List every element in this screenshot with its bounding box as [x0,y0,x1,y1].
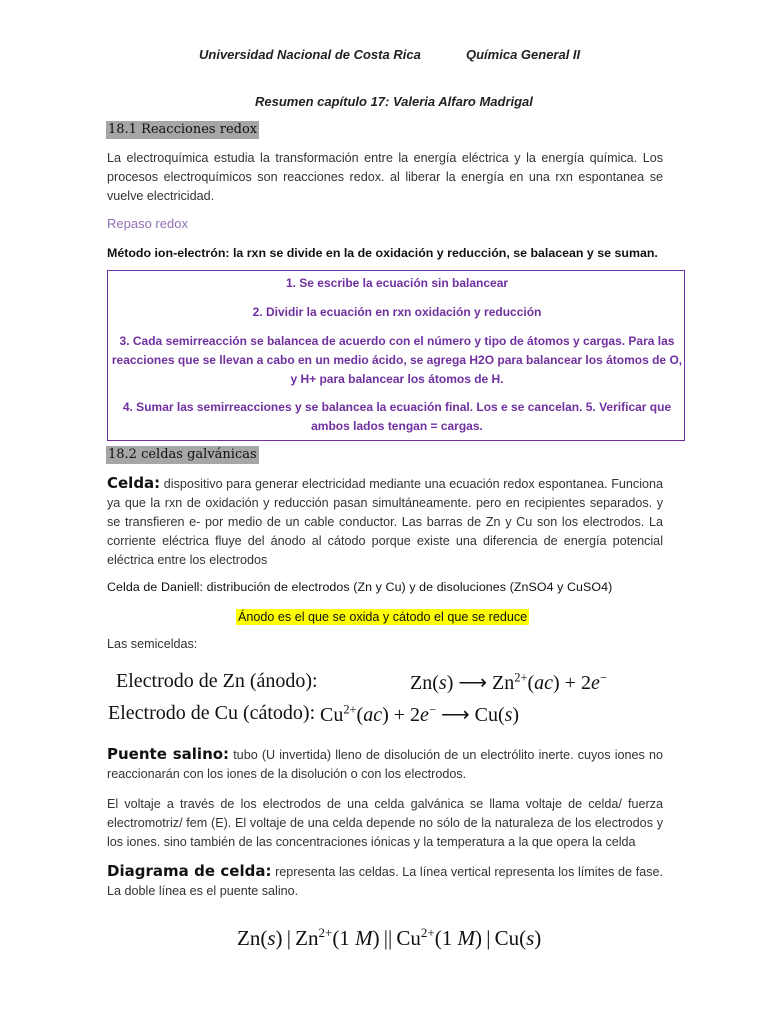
step-2: 2. Dividir la ecuación en rxn oxidación y reducción [252,305,542,319]
section-heading-redox: 18.1 Reacciones redox [108,122,258,137]
step-3-line-1: 3. Cada semirreacción se balancea de acuerdo con el número y tipo de átomos y cargas. Para las [119,334,675,348]
puente-term: Puente salino: [107,745,230,763]
cu-half-reaction: $Cu^{2+}(ac) + 2e^-$ ⟶ Cu(s) [320,702,520,726]
university-name: Universidad Nacional de Costa Rica [199,47,421,62]
step-3-line-2: reacciones que se llevan a cabo en un medio ácido, se agrega H2O para balancear los átomos de O, [111,353,683,367]
step-4-line-2: ambos lados tengan = cargas. [311,419,483,433]
intro-paragraph: La electroquímica estudia la transformación entre la energía eléctrica y la energía química. Los procesos electroquímicos son reacciones redox. al liberar la energía en una rxn espontanea se vuelve electricidad. [107,151,663,203]
diagrama-definition: representa las celdas. La línea vertical representa los límites de fase. La doble línea es el puente salino. [107,865,663,898]
method-statement: Método ion-electrón: la rxn se divide en la de oxidación y reducción, se balacean y se suman. [107,246,658,260]
subheading-repaso: Repaso redox [107,216,188,231]
celda-definition: dispositivo para generar electricidad mediante una ecuación redox espontanea. Funciona ya que la rxn de oxidación y reducción pasan simultáneamente. pero en recipientes separados. y se transfieren e- por medio de un cable conductor. Las barras de Zn y Cu son los electrodos. La corriente eléctrica fluye del ánodo al cátodo porque existe una diferencia de energía potencial eléctrica entre los electrodos [107,477,664,567]
course-name: Química General II [466,47,581,62]
cell-diagram-equation: Zn(s) | $Zn^{2+}(1$ M) || $Cu^{2+}(1$ M) | Cu(s) [237,925,542,950]
puente-paragraph [107,745,663,784]
zn-electrode-label: Electrodo de Zn (ánodo): [116,670,318,692]
daniell-cell-note: Celda de Daniell: distribución de electrodos (Zn y Cu) y de disoluciones (ZnSO4 y CuSO4) [107,580,613,594]
cu-electrode-label: Electrodo de Cu (cátodo): [108,702,316,724]
zn-half-reaction: Zn(s) ⟶ $Zn^{2+}(ac) + 2e^-$ [410,670,607,694]
steps-box [107,270,685,441]
voltaje-paragraph: El voltaje a través de los electrodos de una celda galvánica se llama voltaje de celda/ fuerza electromotriz/ fem (E). El voltaje de una celda depende no sólo de la naturaleza de los electrodos y los iones. sino también de las concentraciones iónicas y la temperatura a la que opera la celda [107,797,663,849]
semiceldas-label: Las semiceldas: [107,637,198,651]
puente-definition: tubo (U invertida) lleno de disolución de un electrólito inerte. cuyos iones no reaccionarán con los iones de la disolución o con los electrodos. [107,748,663,781]
celda-term: Celda: [107,474,161,492]
diagrama-paragraph [107,862,663,901]
summary-title: Resumen capítulo 17: Valeria Alfaro Madrigal [255,94,533,109]
section-heading-galvanic: 18.2 celdas galvánicas [108,447,257,462]
anode-cathode-highlight: Ánodo es el que se oxida y cátodo el que se reduce [238,610,528,624]
celda-paragraph [107,474,663,570]
step-3-line-3: y H+ para balancear los átomos de H. [290,372,504,386]
step-4-line-1: 4. Sumar las semirreacciones y se balancea la ecuación final. Los e se cancelan. 5. Verificar que [122,400,672,414]
step-1: 1. Se escribe la ecuación sin balancear [285,276,509,290]
diagrama-term: Diagrama de celda: [107,862,272,880]
